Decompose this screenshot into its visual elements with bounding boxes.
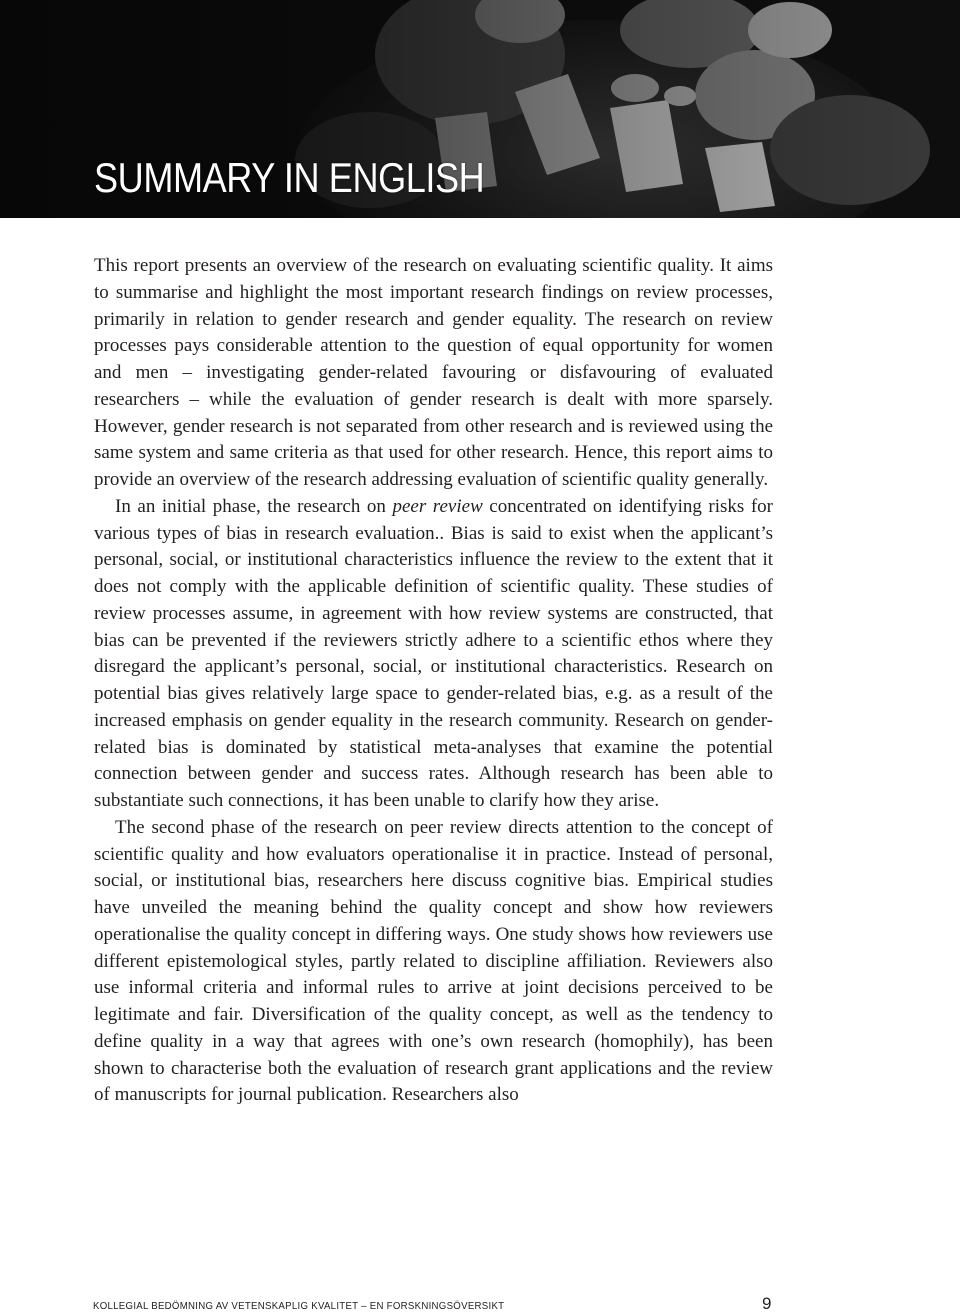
paragraph-initial-phase: [94, 494, 773, 815]
running-footer: KOLLEGIAL BEDÖMNING AV VETENSKAPLIG KVALITET – EN FORSKNINGSÖVERSIKT: [93, 1300, 505, 1312]
summary-body: [94, 253, 773, 1109]
page-title: SUMMARY IN ENGLISH: [94, 154, 485, 201]
paragraph-initial-phase-lead: In an initial phase, the research on: [115, 495, 393, 517]
paragraph-overview: This report presents an overview of the research on evaluating scientific quality. It aims to summarise and highlight the most important research findings on review processes, primarily in relation to gender research and gender equality. The research on review processes pays considerable attention to the question of equal opportunity for women and men – investigating gender-related favouring or disfavouring of evaluated researchers – while the evaluation of gender research is dealt with more sparsely. However, gender research is not separated from other research and is reviewed using the same system and same criteria as that used for other research. Hence, this report aims to provide an overview of the research addressing evaluation of scientific quality generally.: [94, 255, 773, 490]
paragraph-second-phase: The second phase of the research on peer review directs attention to the concept of scientific quality and how evaluators operationalise it in practice. Instead of personal, social, or institutional bias, researchers here discuss cognitive bias. Empirical studies have unveiled the meaning behind the quality concept and show how reviewers operationalise the quality concept in differing ways. One study shows how reviewers use different epistemological styles, partly related to discipline affiliation. Reviewers also use informal criteria and informal rules to arrive at joint decisions perceived to be legitimate and fair. Diversification of the quality concept, as well as the tendency to define quality in a way that agrees with one’s own research (homophily), has been shown to characterise both the evaluation of research grant applications and the review of manuscripts for journal publication. Researchers also: [94, 816, 773, 1106]
header-banner: [0, 0, 960, 218]
page-number: 9: [762, 1294, 772, 1313]
paragraph-initial-phase-rest: concentrated on identifying risks for various types of bias in research evaluation.. Bias is said to exist when the applicant’s personal, social, or institutional characteristics influence the review to the extent that it does not comply with the applicable definition of scientific quality. These studies of review processes assume, in agreement with how review systems are constructed, that bias can be prevented if the reviewers strictly adhere to a scientific ethos where they disregard the applicant’s personal, social, or institutional characteristics. Research on potential bias gives relatively large space to gender-related bias, e.g. as a result of the increased emphasis on gender equality in the research community. Research on gender-related bias is dominated by statistical meta-analyses that examine the potential connection between gender and success rates. Although research has been able to substantiate such connections, it has been unable to clarify how they arise.: [94, 495, 774, 811]
peer-review-emphasis: peer review: [392, 495, 483, 517]
